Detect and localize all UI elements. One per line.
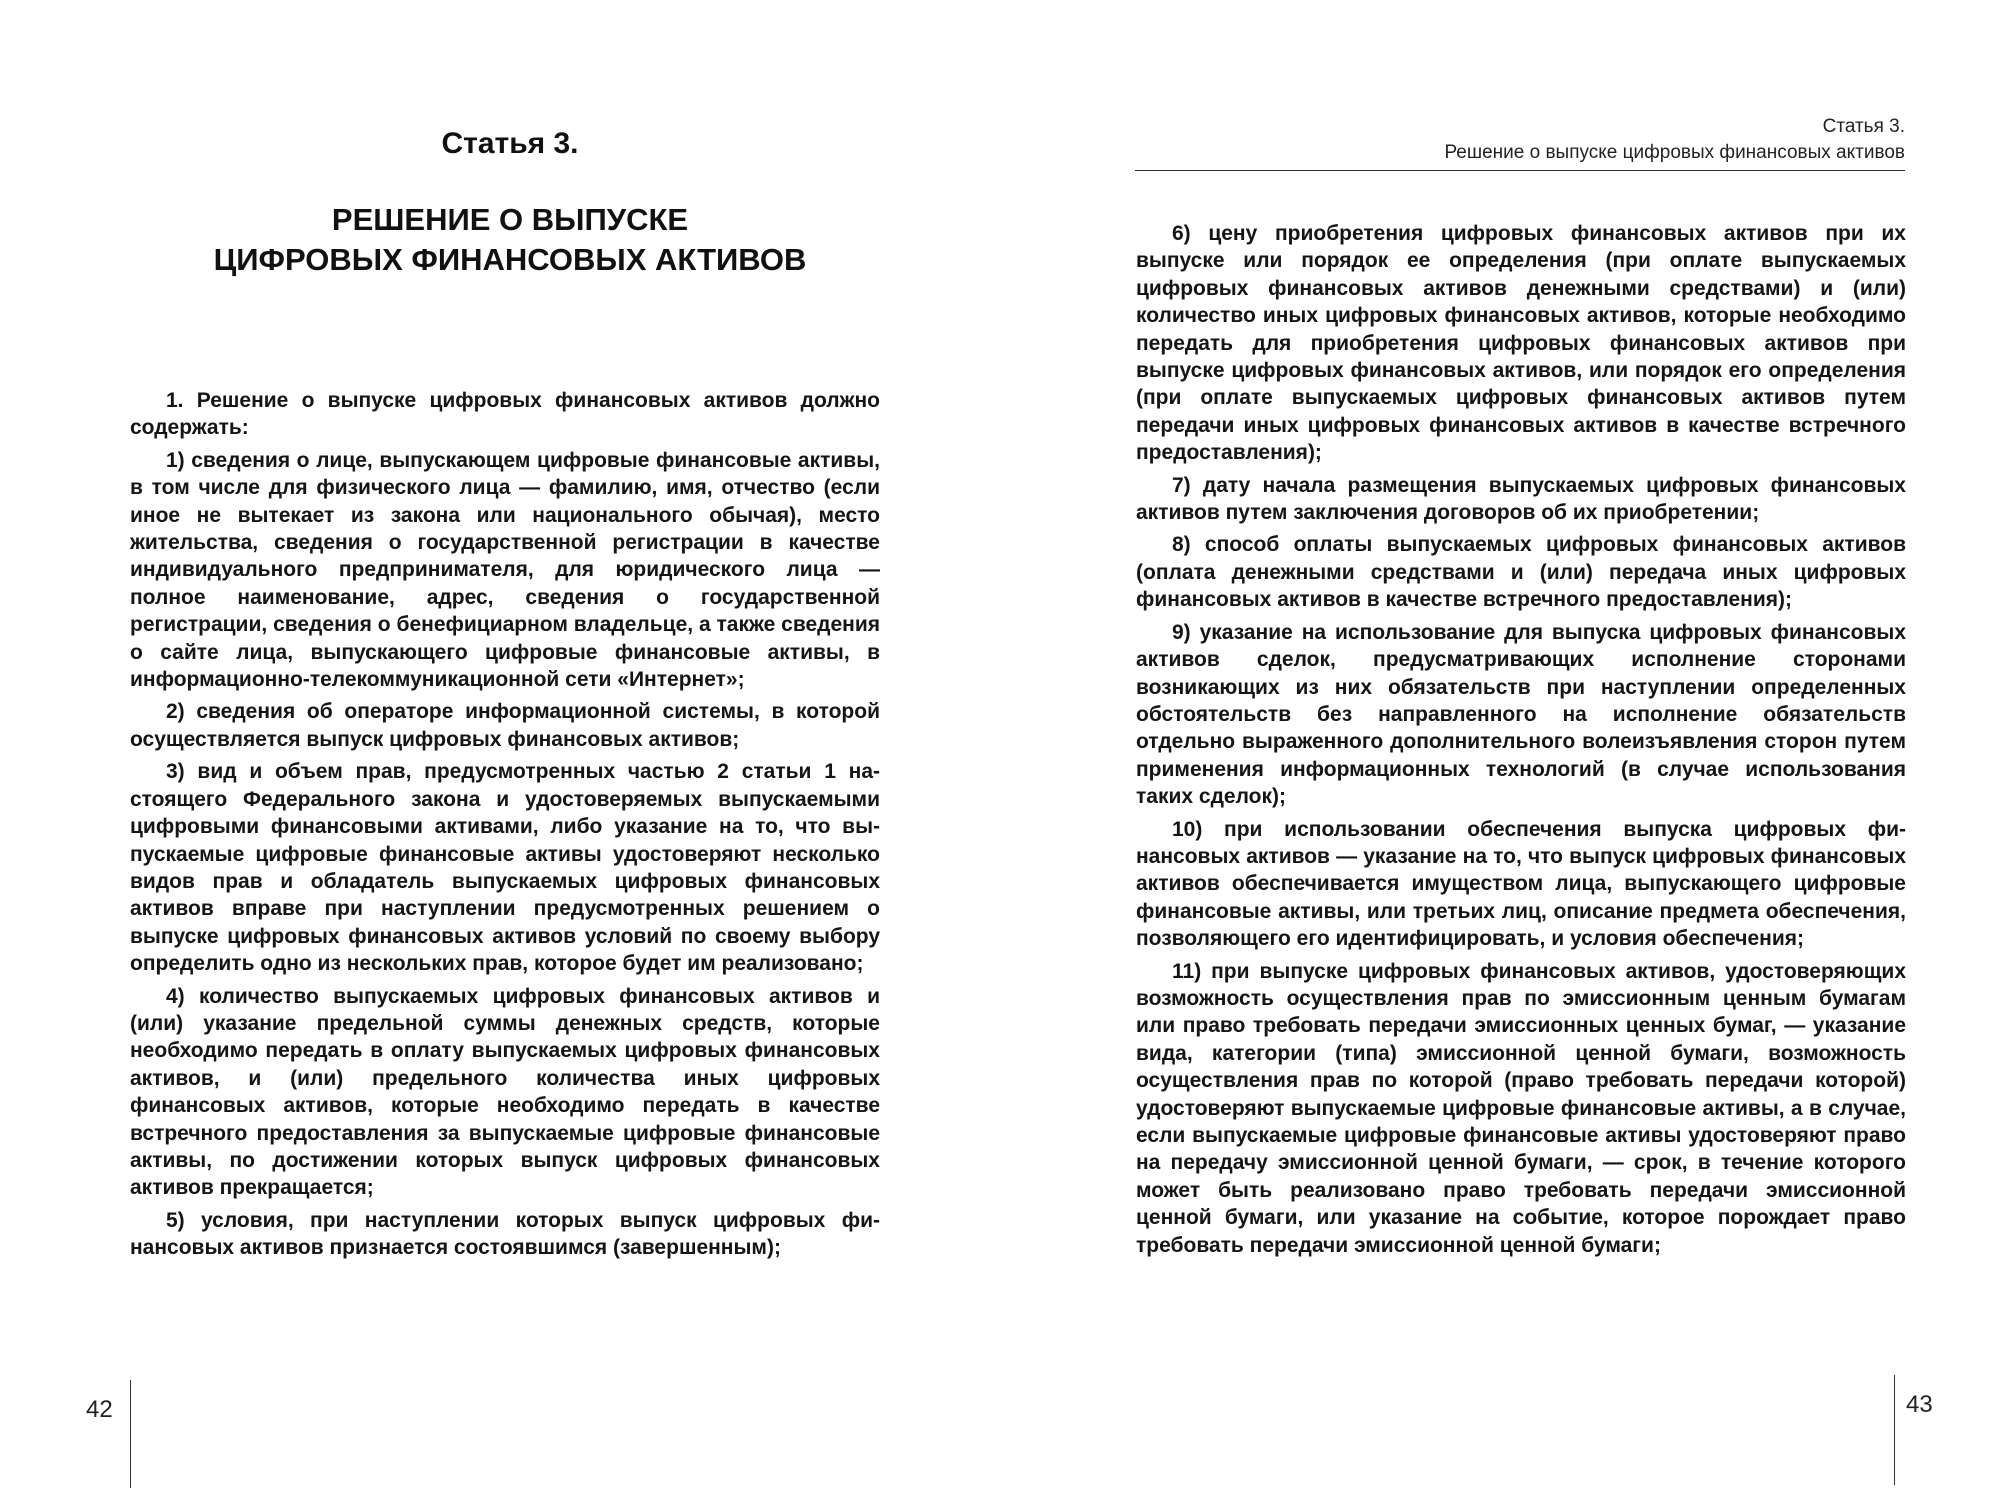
paragraph-item-2: 2) сведения об операторе информационной системы, в которой осуществляется выпуск цифровых финансовых активов; (130, 700, 880, 751)
running-head (1444, 114, 1905, 166)
paragraph-item-8: 8) способ оплаты выпускаемых цифровых финансовых активов (оплата денежными средствами и (или) передача иных цифровых финансовых активов в качестве встречного предоставления); (1136, 533, 1906, 612)
right-body-text (1136, 220, 1906, 1264)
paragraph-item-11: 11) при выпуске цифровых финансовых активов, удостоверяющих возможность осуществления прав по эмиссионным ценным бумагам или право требовать передачи эмиссионных ценных бумаг, — указание вида, категории (типа) эмиссионной ценной бумаги, возможность осуществления прав по которой (право требовать передачи которой) удостоверяют выпускаемые цифровые финансовые активы, а в случае, если выпускаемые цифровые финансовые активы удостоверяют право на передачу эмиссионной ценной бумаги, — срок, в течение которого может быть реализовано право требовать передачи эмиссионной ценной бумаги, или указание на событие, которое порождает право требовать передачи эмиссионной ценной бумаги; (1136, 959, 1906, 1257)
page-number-divider-right (1894, 1375, 1895, 1485)
paragraph-1: 1. Решение о выпуске цифровых финансовых активов должно содержать: (130, 389, 880, 440)
paragraph-item-4: 4) количество выпускаемых цифровых финансовых активов и (или) указание предельной суммы денежных средств, которые необходимо передать в оплату выпускаемых цифровых финансовых активов, и (или) предельного количества иных цифровых финансовых активов, которые необходимо передать в качестве встречного предоставления за выпускаемые цифровые финансовые активы, по достижении которых выпуск цифровых финансовых активов прекращается; (130, 984, 880, 1200)
running-head-title: Решение о выпуске цифровых финансовых активов (1444, 142, 1905, 163)
running-head-article: Статья 3. (1822, 116, 1905, 137)
article-number: Статья 3. (441, 127, 579, 160)
right-page (1000, 0, 2000, 1502)
paragraph-item-5: 5) условия, при наступлении которых выпуск цифровых финансовых активов признается состоявшимся (завершенным); (130, 1208, 880, 1260)
paragraph-item-10: 10) при использовании обеспечения выпуска цифровых финансовых активов — указание на то, что выпуск цифровых финансовых активов обеспечивается имуществом лица, выпускающего цифровые финансовые активы, или третьих лиц, описание предмета обеспечения, позволяющего его идентифицировать, и условия обеспечения; (1136, 817, 1906, 951)
paragraph-item-7: 7) дату начала размещения выпускаемых цифровых финансовых активов путем заключения договоров об их приобретении; (1136, 473, 1906, 525)
page-number-left: 42 (86, 1396, 113, 1423)
paragraph-item-9: 9) указание на использование для выпуска цифровых финансовых активов сделок, предусматривающих исполнение сторонами возникающих из них обязательств при наступлении определенных обстоятельств без направленного на исполнение обязательств отдельно выраженного дополнительного волеизъявления сторон путем применения информационных технологий (в случае использования таких сделок); (1136, 620, 1906, 809)
page-number-divider-left (130, 1380, 131, 1488)
header-rule (1135, 170, 1905, 171)
article-title-line-1: РЕШЕНИЕ О ВЫПУСКЕ (331, 202, 689, 237)
paragraph-item-6: 6) цену приобретения цифровых финансовых активов при их выпуске или порядок ее определения (при оплате выпускаемых цифровых финансовых активов денежными средствами) и (или) количество иных цифровых финансовых активов, которые необходимо передать для приобретения цифровых финансовых активов при выпуске цифровых финансовых активов, или порядок его определения (при оплате выпускаемых цифровых финансовых активов путем передачи иных цифровых финансовых активов в качестве встречного предоставления); (1136, 222, 1906, 465)
article-title-line-2: ЦИФРОВЫХ ФИНАНСОВЫХ АКТИВОВ (213, 242, 807, 277)
left-body-text (130, 387, 880, 1267)
page-number-right: 43 (1906, 1391, 1933, 1418)
paragraph-item-3: 3) вид и объем прав, предусмотренных частью 2 статьи 1 настоящего Федерального закона и удостоверяемых выпускаемыми цифровыми финансовыми активами, либо указание на то, что выпускаемые цифровые финансовые активы удостоверяют несколько видов прав и обладатель выпускаемых цифровых финансовых активов вправе при наступлении предусмотренных решением о выпуске цифровых финансовых активов условий по своему выбору определить одно из нескольких прав, которое будет им реализовано; (130, 760, 880, 976)
article-title (0, 200, 1020, 280)
paragraph-item-1: 1) сведения о лице, выпускающем цифровые финансовые активы, в том числе для физического лица — фамилию, имя, отчество (если иное не вытекает из закона или национального обычая), место жительства, сведения о государственной регистрации в качестве индивидуального предпринимателя, для юридического лица — полное наименование, адрес, сведения о государственной регистрации, сведения о бенефициарном владельце, а также сведения о сайте лица, выпускающего цифровые финансовые активы, в информационно-телекоммуникационной сети «Интернет»; (130, 448, 880, 692)
